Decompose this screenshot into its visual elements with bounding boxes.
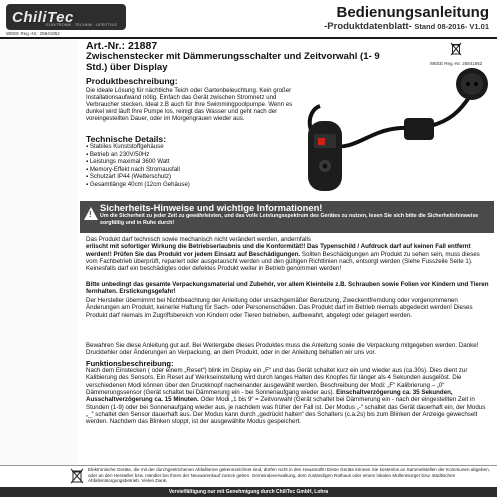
weee-block-right (422, 42, 490, 66)
func-timer: Oder Modi „1 bis 9“ = Zeitvorwahl (Gerät schaltet bei Dämmerung ein - nach der eingestellten Zeit in Stunden (1-9) oder bei Sonnenaufgang wieder aus, je nachdem was früher der Fall ist. Der Modus „-“ schaltet das Gerät dauerhaft ein, der Modus „_“ schaltet den Sensor dauerhaft aus. Der Modus kann durch „gedrückt halten“ des Schalters (c.a.2s) bis zum Blinken der Anzeige gewechselt werden. Nachdem das Blinken stoppt, ist der ausgewählte Modus gespeichert. (86, 396, 486, 426)
document-subtitle (324, 21, 489, 33)
safety-warning-banner (80, 201, 494, 233)
spec-item: ▪ Leistungs maximal 3600 Watt (86, 158, 298, 166)
func-startup: Nach dem Einstecken ( oder einem „Reset“) blink im Display ein „F“ und das Gerät schaltet kurz ein und wieder aus (ca.30s). Dies dient zur Kalibierung des Sensors. Ein Reset auf Werkseinstellung wird durch langes Halten des Knopfes für länger als 4 Sekunden ausgelöst. Die verschiedenen Modi können über den Druckknopf nacheinander ausgewählt werden. (86, 367, 468, 389)
warning-text: Um die Sicherheit zu jeder Zeit zu gewährleisten, und das volle Leistungsspektrum des Gerätes zu nutzen, lesen Sie sich bitte die Sicherheitshinweise sorgfältig und in Ruhe durch! (100, 213, 479, 226)
paragraph-liability: Der Hersteller übernimmt bei Nichtbeachtung der Anleitung oder unsachgemäßer Benutzung, Zweckentfremdung oder vorgenommenen Änderungen am Produkt, keinerlei Haftung für Sach- oder Personenschäden. Das Produkt darf im Betrieb niemals abgedeckt werden! Dieses Produkt darf niemals im Zugriffsbereich von Kindern oder Tieren betrieben, aufbewahrt, abgelegt oder gelagert werden. (86, 297, 473, 319)
paragraph-keep-manual: Bewahren Sie diese Anleitung gut auf. Bei Weitergabe dieses Produktes muss die Anleitung sowie die Verpackung mitgegeben werden. Danke! Drucktehler oder Änderungen an Verpackung, an dem Produkt, oder in der Anleitung behalten wir uns vor. (86, 342, 479, 357)
para-1-bold: erlischt mit sofortiger Wirkung die Betriebserlaubnis und die Konformität!! Das Typenschild / Aufdruck darf auf keinen Fall entfernt werden!! Prüfen Sie das Produkt vor jedem Einsatz auf Beschädigungen. (86, 243, 471, 258)
product-image (300, 66, 492, 196)
specs-list (86, 143, 298, 189)
para-1-rest: Sollten Beschädigungen am Produkt zu sehen sein, muss dieses vom Fachbetrieb überprüft, repariert oder ausgetauscht werden und den gültigen Richtlinien nach, entsorgt werden (Siehe Fusszeile Seite 1). Keinesfalls darf ein beschädigtes oder defektes Produkt weiter in Betrieb genommen werden! (86, 250, 480, 273)
left-margin (0, 39, 78, 465)
article-number: Art.-Nr.: 21887 (86, 40, 158, 52)
func-modes: Beschreibung der Modi: „F“ Kalibrierung – „0“ Dämmerungssensor (Gerät schaltet bei Dämmerung ein - bei Sonnenaufgang wieder aus). (86, 381, 445, 397)
crossed-bin-icon (450, 42, 462, 56)
paragraph-modification (86, 236, 492, 273)
header-divider (0, 37, 497, 39)
warning-title: Sicherheits-Hinweise und wichtige Informationen! (100, 202, 323, 213)
paragraph-packaging: Bitte unbedingt das gesamte Verpackungsmaterial und Zubehör, vor allem Kleinteile z.B. Schrauben sowie Folien vor Kindern und Tieren fernhalten. Erstickungsgefahr! (86, 281, 489, 296)
description-heading: Produktbeschreibung: (86, 76, 178, 86)
footer-copyright-bar: Vervielfältigung nur mit Genehmigung durch ChiliTec GmbH, Lohra (0, 487, 497, 497)
logo-text: ChiliTec (12, 8, 74, 26)
spec-item: ▪ Schutzart IP44 (Wetterschutz) (86, 173, 298, 181)
paragraph-function (86, 367, 492, 426)
weee-reg-right: WEEE Reg.-Nr. 25841852 (429, 61, 483, 66)
crossed-bin-icon (70, 468, 84, 484)
weee-reg-left: WEEE Reg.-Nr.: 25841852 (6, 31, 60, 36)
footer-disposal-text: Elektronische Geräte, die mit der durchgestrichenen Abfalltonne gekennzeichnet sind, dürfen nicht in den Hausmüll!!! Diese Geräte können Sie kostenlos an Sammelstellen der Kommunen abgeben, oder an den Hersteller bzw. Händler bei Ihnen der Neuwarenkauf zurück geben. Gemeindeverwaltung, dem zuständigen Rathaus oder einem lokalen Müllentsorger bzw. städtischen Abfallentsorgungsbetrieb. Vielen Dank. (88, 467, 490, 484)
func-delays: Einschaltverzögerung ca. 35 Sekunden, Ausschaltverzögerung ca. 15 Minuten. (86, 389, 453, 404)
spec-item: ▪ Stabiles Kunststoffgehäuse (86, 143, 298, 151)
function-heading: Funktionsbeschreibung: (86, 359, 174, 368)
document-title: Bedienungsanleitung (336, 4, 489, 21)
specs-heading: Technische Details: (86, 134, 167, 144)
subtitle-label: -Produktdatenblatt- (324, 21, 412, 32)
chilitec-logo (6, 4, 126, 30)
spec-item: ▪ Memory-Effekt nach Stromausfall (86, 166, 298, 174)
header-title-block (324, 4, 489, 33)
footer-divider (0, 465, 497, 466)
logo-subtext: ELEKTRONIK · TECHNIK · LIFESTYLE (46, 22, 118, 27)
description-text: Die ideale Lösung für nächtliche Teich oder Gartenbeleuchtung. Kein großer Installationsaufwand nötig. Einfach das Gerät zwischen Stromnetz und Verbraucher stecken. Ideal z.B auch für Ihre Swimmingpoolpumpe. Wenn es dunkel wird läuft Ihre Pumpe los, reinigt das Wasser und geht nach der voreingestellten Dauer, oder im Morgengrauen wieder aus. (86, 87, 293, 123)
product-name: Zwischenstecker mit Dämmerungsschalter und Zeitvorwahl (1- 9 Std.) über Display (86, 51, 380, 73)
warning-triangle-icon: ! (84, 207, 98, 220)
para-1-intro: Das Produkt darf technisch sowie mechanisch nicht verändert werden, andernfalls (86, 236, 311, 243)
spec-item: ▪ Gesamtlänge 40cm (12cm Gehäuse) (86, 181, 298, 189)
spec-item: ▪ Betrieb an 230V/50Hz (86, 151, 298, 159)
version-stand: Stand 08-2016- V1.01 (414, 22, 489, 31)
